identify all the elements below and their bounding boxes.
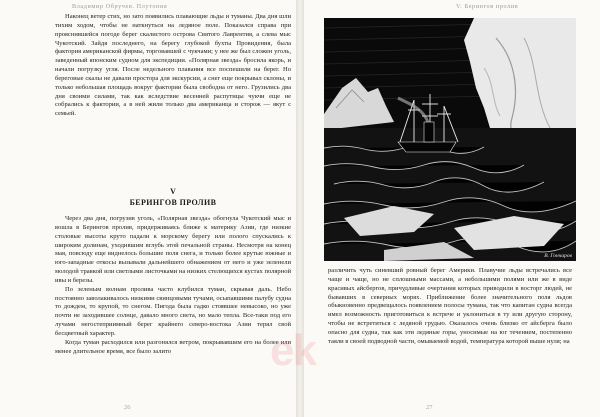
body-text-right	[328, 267, 572, 347]
page-number-left: 26	[124, 404, 131, 411]
ink-illustration-ship-among-icebergs	[324, 18, 576, 261]
book-gutter	[296, 0, 304, 417]
paragraph: различить чуть синевший ровный берег Америки. Плавучие льды встречались все чаще и чаще, но не сплошными массами, а небольшими полями или же в виде красивых айсбергов, причудливые очертания которых приводили в восторг людей, не бывавших в северных морях. Приближение более значительного поля льдов обыкновенно предвещалось появлением полосы тумана, так что капитан судна всегда имел возможность приготовиться к встрече и уклониться в ту или другую сторону, чтобы не встретиться с ледяной грудью. Оказалось очень близко от айсберга было опасно для судна, так как эти ледяные горы, уносимые на юг течением, постепенно таяли в своей подводной части, омываемой водой, температура которой выше нуля; на	[328, 267, 572, 345]
left-page	[0, 0, 296, 417]
running-head-left: Владимир Обручев. Плутония	[72, 3, 168, 10]
paragraph: По зеленым волнам пролива часто клубился туман, скрывая даль. Небо постоянно заволакивалось низкими свинцовыми тучами, осыпавшими палубу судна то дождем, то крупой, то снегом. Пигода была гадко стоявшее невысоко, но уже почти не заходившее солнце, давало много света, но мало тепла. Все-таки под его лучами негостеприимный берег крайнего северо-востока Азии терял свой бесцветный характер.	[55, 285, 291, 337]
paragraph: Наконец ветер стих, но зато появились плавающие льды и туманы. Два дня шли тихим ходом, чтобы не наткнуться на ледяное поле. Показался справа при прояснившейся погоде берег скалистого острова Святого Лаврентия, а слева мыс Чукотский. Зайдя последнего, на берегу глубокой бухты Провидения, была фактория американской фирмы, торговавшей с чукчами; у нее же был сложен уголь, заведенный японским судном для экспедиции. «Полярная звезда» бросила якорь, и начали погрузку угля. После недельного плавания все поспешили на берег. Но береговые скалы не давали простора для экскурсии, а снег еще покрывал склоны, и только небольшая площадь вокруг фактории была свободна от него. Грузились два дня своими силами, так как вследствие весенней распутицы чукчи еще не собрались к фактории, а в ней жили только два американца и сторож — якут с семьей.	[55, 13, 291, 118]
chapter-title: БЕРИНГОВ ПРОЛИВ	[129, 198, 217, 207]
paragraph: Когда туман расходился или разгонялся ветром, покрывавшим его на более или менее длительное время, все было залито	[55, 338, 291, 355]
body-text-bottom	[55, 215, 291, 357]
paragraph: Через два дня, погрузив уголь, «Полярная звезда» обогнула Чукотский мыс и вошла в Берингов пролив, придерживаясь ближе к материку Азии, где низкие столовые высоты круто падали к морскому берегу или полого спускались к широким долинам, уходившим вглубь этой печальной страны. Несмотря на конец мая, повсюду еще виднелось большие поля снега, и только более крутые южные и юго-западные откосы вызывали дальнейшего обнажением от него и уже зеленели молодой травкой или светлыми листочками на низких стелющихся кустах полярной ивы и березы.	[55, 215, 291, 284]
right-page	[304, 0, 600, 417]
ship	[398, 142, 456, 152]
running-head-right: V. Берингов пролив	[456, 3, 519, 10]
page-number-right: 27	[426, 404, 433, 411]
illustration-drawing	[324, 18, 576, 261]
body-text-top	[55, 13, 291, 119]
artist-signature: В. Гончаров	[544, 253, 572, 259]
chapter-number: V	[170, 187, 176, 196]
